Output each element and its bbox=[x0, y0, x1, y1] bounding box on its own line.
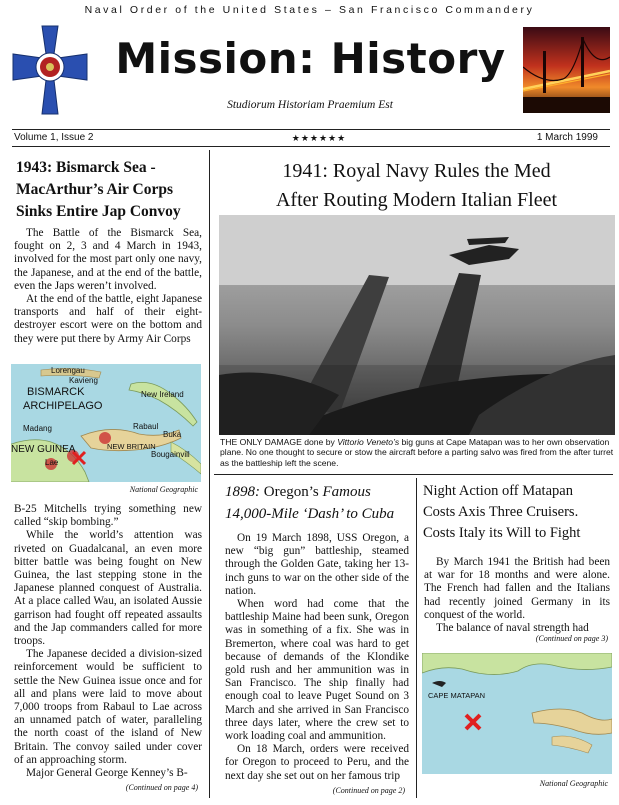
night-action-body bbox=[424, 556, 610, 635]
bismarck-sea-body-bottom bbox=[14, 503, 202, 780]
masthead-rule-bottom bbox=[12, 146, 610, 147]
bridge-sunset-photo bbox=[523, 27, 610, 113]
paragraph: Major General George Kenney’s B- bbox=[26, 767, 188, 780]
bismarck-sea-map bbox=[11, 364, 201, 482]
bismarck-sea-headline: 1943: Bismarck Sea - MacArthur’s Air Corps Sinks Entire Jap Convoy bbox=[16, 159, 181, 220]
map-label-new-guinea: NEW GUINEA bbox=[11, 444, 76, 455]
map-label-buka: Buka bbox=[163, 430, 182, 439]
matapan-main-headline: 1941: Royal Navy Rules the Med After Routing Modern Italian Fleet bbox=[275, 160, 558, 211]
star-divider: ★★★★★★ bbox=[291, 133, 347, 143]
paragraph: The Battle of the Bismarck Sea, fought on 2, 3 and 4 March in 1943, involved for the most part only one navy, the Japanese, and at the end of the battle, even the Japs weren’t involved. bbox=[14, 227, 202, 292]
paragraph: On 18 March, orders were received for Oregon to proceed to Peru, and the next day she set out on her famous trip bbox=[225, 743, 409, 782]
continued-page-3: (Continued on page 3) bbox=[535, 634, 608, 643]
paragraph: On 19 March 1898, USS Oregon, a new “big gun” battleship, steamed through the Golden Gate, taking her 13-inch guns to war on the other side of the nation. bbox=[225, 532, 409, 597]
map-label-rabaul: Rabaul bbox=[133, 422, 159, 431]
paragraph: While the world’s attention was riveted on Guadalcanal, an even more bitter battle was being fought on New Guinea, the last stepping stone in the Japanese planned conquest of Australia. At a place called Wau, an isolated Aussie garrison had fought off repeated assaults and the Jap commanders called for more troops. bbox=[14, 529, 202, 648]
map-label-bougainville: Bougainvill bbox=[151, 450, 190, 459]
map-credit: National Geographic bbox=[129, 485, 198, 494]
map-label-madang: Madang bbox=[23, 424, 52, 433]
map-label-archipelago: ARCHIPELAGO bbox=[23, 400, 103, 412]
paragraph: By March 1941 the British had been at war for 18 months and were alone. The French had fallen and the Italians had recently joined Germany in its conquest of the world. bbox=[424, 556, 610, 621]
organization-banner: Naval Order of the United States – San Francisco Commandery bbox=[84, 4, 535, 16]
bismarck-sea-body-top bbox=[14, 227, 202, 346]
night-action-headline: Night Action off Matapan Costs Axis Three Cruisers. Costs Italy its Will to Fight bbox=[423, 483, 581, 541]
map-label-lae: Lae bbox=[45, 458, 59, 467]
column-divider-left bbox=[209, 150, 210, 798]
paragraph: The balance of naval strength had bbox=[436, 622, 589, 635]
map-label-new-britain: NEW BRITAIN bbox=[107, 442, 156, 451]
continued-page-2: (Continued on page 2) bbox=[332, 786, 405, 795]
issue-date: 1 March 1999 bbox=[536, 132, 598, 143]
volume-issue: Volume 1, Issue 2 bbox=[14, 132, 94, 143]
battleship-guns-photo bbox=[219, 215, 615, 435]
map-label-new-ireland: New Ireland bbox=[141, 390, 184, 399]
issue-info-row bbox=[14, 131, 610, 145]
matapan-map-credit: National Geographic bbox=[539, 779, 608, 788]
newsletter-title: Mission: History bbox=[115, 34, 506, 83]
newsletter-motto: Studiorum Historiam Praemium Est bbox=[227, 99, 393, 111]
photo-caption: THE ONLY DAMAGE done by Vittorio Veneto’s big guns at Cape Matapan was to her own observation plane. No one thought to secure or stow the aircraft before a parting salvo was fired from the after turret as the battleship left the scene. bbox=[220, 437, 614, 468]
main-story-bottom-rule bbox=[214, 474, 613, 475]
masthead-rule-top bbox=[12, 129, 610, 130]
cape-matapan-map bbox=[422, 653, 612, 774]
oregon-body bbox=[225, 532, 409, 783]
column-divider-right bbox=[416, 478, 417, 798]
map-label-lorengau: Lorengau bbox=[51, 366, 85, 375]
paragraph: The Japanese decided a division-sized reinforcement would be sufficient to settle the New Guinea issue once and for all and plans were laid to move about 7,000 troops from Rabaul to Lae across an unnamed patch of water, paralleling the north coast of the island of New Britain. The convoy sailed under cover of an approaching storm. bbox=[14, 648, 202, 766]
paragraph: At the end of the battle, eight Japanese transports and half of their eight-destroyer escort were on the bottom and they were put there by Army Air Corps bbox=[14, 293, 202, 345]
continued-page-4: (Continued on page 4) bbox=[125, 783, 198, 792]
naval-order-cross-logo bbox=[11, 24, 89, 116]
paragraph: When word had come that the battleship Maine had been sunk, Oregon was in something of a fix. She was in Bremerton, where coal was hard to get because of demands of the Klondike gold rush and her ammunition was in San Francisco. The ship finally had enough coal to leave Puget Sound on 3 March and she arrived in San Francisco three days later, where the crew set to work loading coal and ammunition. bbox=[225, 598, 409, 743]
map-label-cape-matapan: CAPE MATAPAN bbox=[428, 691, 486, 700]
map-label-kavieng: Kavieng bbox=[69, 376, 98, 385]
oregon-headline: 1898: Oregon’s Famous 14,000-Mile ‘Dash’ to Cuba bbox=[225, 484, 395, 522]
map-label-bismarck: BISMARCK bbox=[27, 386, 85, 398]
paragraph: B-25 Mitchells trying something new called “skip bombing.” bbox=[14, 503, 202, 529]
